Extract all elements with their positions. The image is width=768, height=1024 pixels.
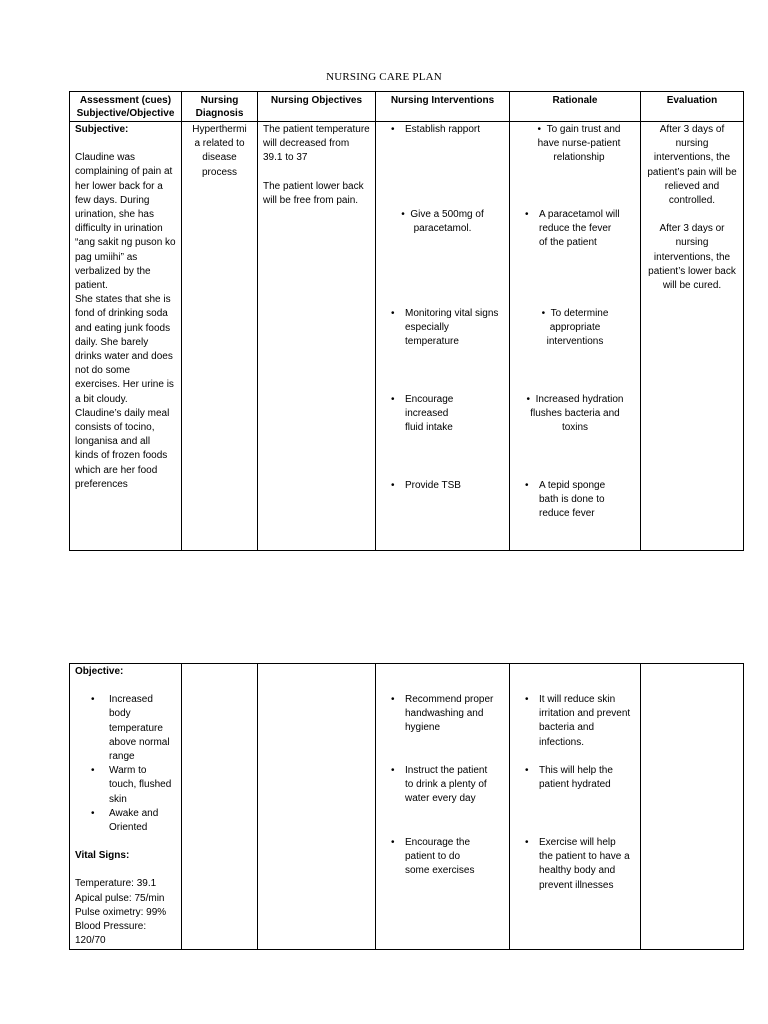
intervention-item: • Recommend proper handwashing and hygiene <box>381 693 504 736</box>
objective-text: The patient temperature will decreased from 39.1 to 37 <box>263 124 370 164</box>
intervention-item: • Encourage increased fluid intake <box>381 393 504 436</box>
evaluation-text: After 3 days of nursing interventions, the patient’s pain will be relieved and controlled. <box>647 124 737 207</box>
rationale-cell <box>510 664 641 950</box>
vital-sign: Apical pulse: 75/min <box>75 892 165 904</box>
vital-sign: Temperature: 39.1 <box>75 878 157 890</box>
diagnosis-cell: Hyperthermi a related to disease process <box>182 122 258 551</box>
header-row <box>70 92 744 122</box>
evaluation-cell <box>641 664 744 950</box>
objective-list <box>75 693 176 835</box>
intervention-item: • Establish rapport <box>381 123 504 137</box>
assessment-cell <box>70 664 182 950</box>
header-objectives: Nursing Objectives <box>258 92 376 122</box>
intervention-item: • Instruct the patient to drink a plenty of water every day <box>381 764 504 807</box>
intervention-item: • Monitoring vital signs especially temperature <box>381 307 504 350</box>
interventions-cell <box>376 122 510 551</box>
objective-label: Objective: <box>75 666 124 677</box>
header-rationale: Rationale <box>510 92 641 122</box>
evaluation-text: After 3 days or nursing interventions, the patient’s lower back will be cured. <box>648 223 736 292</box>
vital-sign: Pulse oximetry: 99% <box>75 906 167 918</box>
intervention-item: • Give a 500mg of paracetamol. <box>381 208 504 236</box>
subjective-text: Claudine was complaining of pain at her lower back for a few days. During urination, she has difficulty in urination “ang sakit ng puson ko pag umiihi” as verbalized by the patient. <box>75 152 176 292</box>
rationale-item: • A paracetamol will reduce the fever of the patient <box>515 208 635 251</box>
objectives-cell <box>258 122 376 551</box>
care-plan-table <box>69 91 744 551</box>
vital-signs-label: Vital Signs: <box>75 850 130 862</box>
rationale-item: • A tepid sponge bath is done to reduce fever <box>515 479 635 522</box>
header-evaluation: Evaluation <box>641 92 744 122</box>
list-item: • Awake and Oriented <box>75 807 176 835</box>
rationale-item: • To gain trust and have nurse-patient relationship <box>515 123 635 166</box>
rationale-item: • This will help the patient hydrated <box>515 764 635 792</box>
header-diagnosis: Nursing Diagnosis <box>182 92 258 122</box>
list-item: • Warm to touch, flushed skin <box>75 764 176 807</box>
header-interventions: Nursing Interventions <box>376 92 510 122</box>
intervention-item: • Provide TSB <box>381 479 504 493</box>
rationale-cell <box>510 122 641 551</box>
rationale-item: • To determine appropriate interventions <box>515 307 635 350</box>
interventions-cell <box>376 664 510 950</box>
evaluation-cell <box>641 122 744 551</box>
list-item: • Increased body temperature above normal range <box>75 693 176 764</box>
rationale-item: • Increased hydration flushes bacteria and toxins <box>515 393 635 436</box>
care-plan-table-continued <box>69 663 744 950</box>
header-assessment: Assessment (cues) Subjective/Objective <box>70 92 182 122</box>
page-title: NURSING CARE PLAN <box>326 71 442 83</box>
objectives-cell <box>258 664 376 950</box>
diagnosis-cell <box>182 664 258 950</box>
rationale-item: • Exercise will help the patient to have a healthy body and prevent illnesses <box>515 836 635 893</box>
assessment-cell <box>70 122 182 551</box>
table-row <box>70 664 744 950</box>
subjective-label: Subjective: <box>75 124 129 135</box>
objective-text: The patient lower back will be free from pain. <box>263 180 364 206</box>
intervention-item: • Encourage the patient to do some exercises <box>381 836 504 879</box>
subjective-text: She states that she is fond of drinking soda and eating junk foods daily. She barely drinks water and does not do some exercises. Her urine is a bit cloudy. Claudine’s daily meal consists of tocino, longanisa and all kinds of frozen foods which are her food preferences <box>75 294 174 490</box>
vital-sign: Blood Pressure: 120/70 <box>75 921 147 947</box>
rationale-item: • It will reduce skin irritation and prevent bacteria and infections. <box>515 693 635 750</box>
table-row <box>70 122 744 551</box>
